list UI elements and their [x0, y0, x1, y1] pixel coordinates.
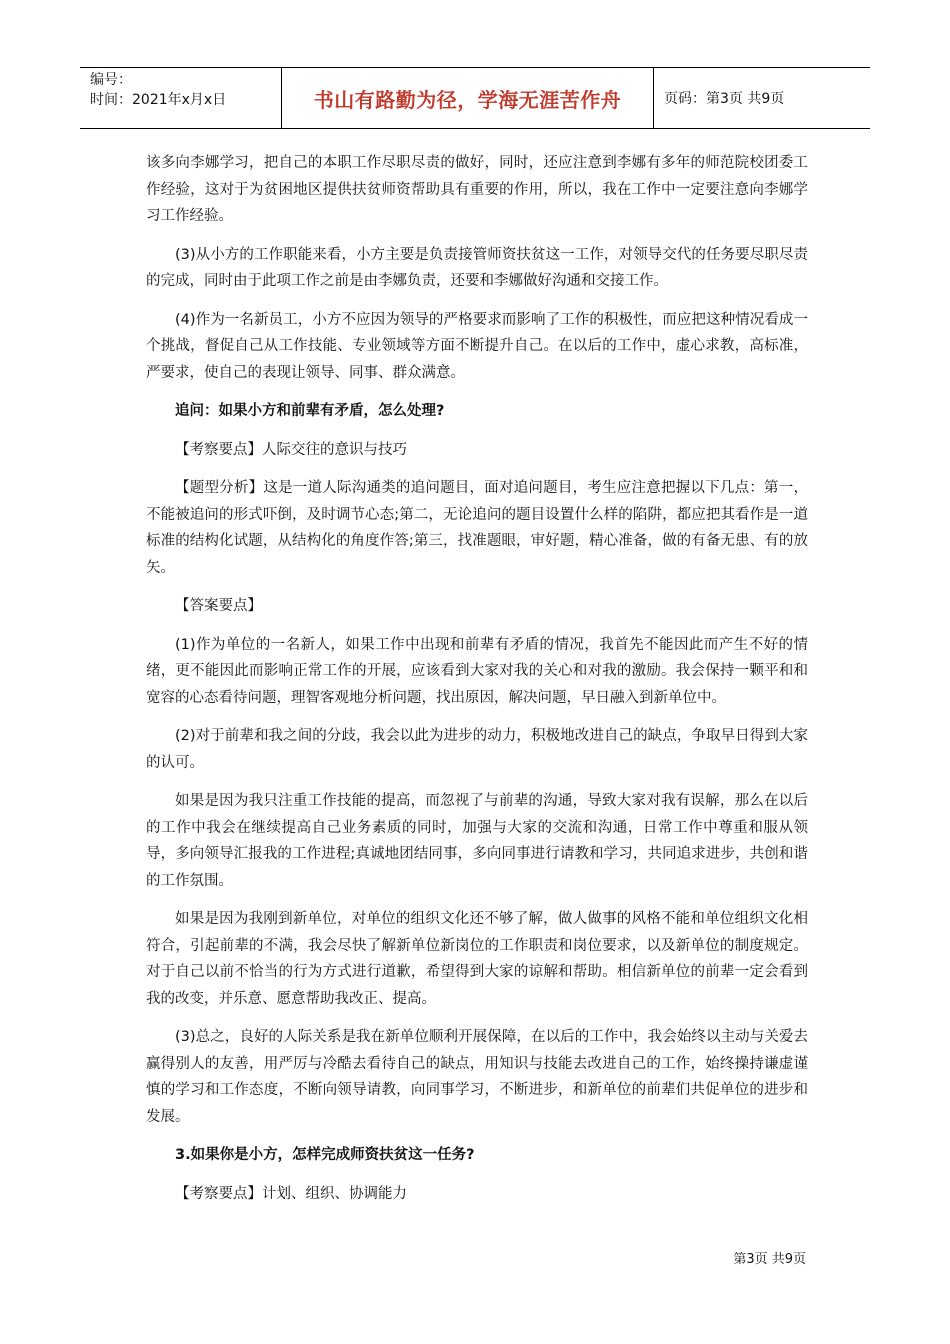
answer-case-a: 如果是因为我只注重工作技能的提高，而忽视了与前辈的沟通，导致大家对我有误解，那么在以后的工作中我会在继续提高自己业务素质的同时，加强与大家的交流和沟通，日常工作中尊重和服从领导，多向领导汇报我的工作进程;真诚地团结同事，多向同事进行请教和学习，共同追求进步，共创和谐的工作氛围。 — [146, 793, 808, 889]
header-page-code: 页码：第3页 共9页 — [664, 91, 785, 107]
paragraph-continuation: 该多向李娜学习，把自己的本职工作尽职尽责的做好，同时，还应注意到李娜有多年的师范院校团委工作经验，这对于为贫困地区提供扶贫师资帮助具有重要的作用，所以，我在工作中一定要注意向李娜学习工作经验。 — [146, 155, 808, 224]
answer-case-b: 如果是因为我刚到新单位，对单位的组织文化还不够了解，做人做事的风格不能和单位组织文化相符合，引起前辈的不满，我会尽快了解新单位新岗位的工作职责和岗位要求，以及新单位的制度规定。对于自己以前不恰当的行为方式进行道歉，希望得到大家的谅解和帮助。相信新单位的前辈一定会看到我的改变，并乐意、愿意帮助我改正、提高。 — [146, 911, 808, 1007]
answer-point-3: (3)总之，良好的人际关系是我在新单位顺利开展保障，在以后的工作中，我会始终以主动与关爱去赢得别人的友善，用严厉与冷酷去看待自己的缺点，用知识与技能去改进自己的工作，始终操持谦虚谨慎的学习和工作态度，不断向领导请教，向同事学习，不断进步，和新单位的前辈们共促单位的进步和发展。 — [146, 1029, 808, 1125]
page-header — [80, 67, 870, 129]
page-footer: 第3页 共9页 — [733, 1252, 806, 1267]
exam-focus: 【考察要点】人际交往的意识与技巧 — [175, 441, 407, 458]
answer-key-heading: 【答案要点】 — [175, 598, 262, 614]
document-body — [146, 150, 808, 1219]
follow-up-question: 追问：如果小方和前辈有矛盾，怎么处理? — [175, 403, 445, 419]
header-motto: 书山有路勤为径，学海无涯苦作舟 — [282, 68, 654, 128]
paragraph-point-3: (3)从小方的工作职能来看，小方主要是负责接管师资扶贫这一工作，对领导交代的任务要尽职尽责的完成，同时由于此项工作之前是由李娜负责，还要和李娜做好沟通和交接工作。 — [146, 246, 808, 289]
header-meta — [80, 68, 282, 128]
question-3: 3.如果你是小方，怎样完成师资扶贫这一任务? — [175, 1147, 475, 1163]
time-label: 时间：2021年x月x日 — [90, 92, 227, 108]
question-analysis: 【题型分析】这是一道人际沟通类的追问题目，面对追问题目，考生应注意把握以下几点：第一，不能被追问的形式吓倒，及时调节心态;第二，无论追问的题目设置什么样的陷阱，都应把其看作是一道标准的结构化试题，从结构化的角度作答;第三，找准题眼，审好题，精心准备，做的有备无患、有的放矢。 — [146, 480, 808, 576]
answer-point-2: (2)对于前辈和我之间的分歧，我会以此为进步的动力，积极地改进自己的缺点，争取早日得到大家的认可。 — [146, 728, 808, 771]
exam-focus-2: 【考察要点】计划、组织、协调能力 — [175, 1185, 407, 1202]
number-label: 编号： — [90, 72, 132, 88]
answer-point-1: (1)作为单位的一名新人，如果工作中出现和前辈有矛盾的情况，我首先不能因此而产生不好的情绪，更不能因此而影响正常工作的开展，应该看到大家对我的关心和对我的激励。我会保持一颗平和和宽容的心态看待问题，理智客观地分析问题，找出原因，解决问题，早日融入到新单位中。 — [146, 636, 808, 706]
paragraph-point-4: (4)作为一名新员工，小方不应因为领导的严格要求而影响了工作的积极性，而应把这种情况看成一个挑战，督促自己从工作技能、专业领域等方面不断提升自己。在以后的工作中，虚心求教，高标准，严要求，使自己的表现让领导、同事、群众满意。 — [146, 311, 808, 381]
